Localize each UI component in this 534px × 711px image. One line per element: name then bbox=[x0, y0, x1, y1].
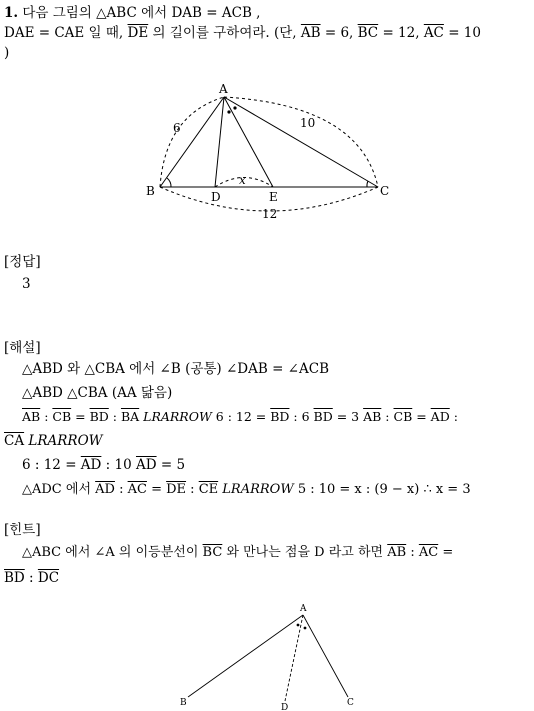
text: = 3 bbox=[332, 409, 364, 424]
segment: $\overline{CB}$ bbox=[52, 409, 72, 424]
segment: $\overline{CA}$ bbox=[4, 433, 25, 449]
text: : bbox=[24, 570, 38, 586]
text: = bbox=[71, 409, 90, 424]
angle-mark-dot bbox=[227, 110, 230, 113]
text: 와 만나는 점을 D 라고 하면 bbox=[222, 545, 388, 560]
segment-ad bbox=[215, 97, 224, 187]
segment: $\overline{BA}$ bbox=[120, 409, 140, 424]
length-de: x bbox=[239, 173, 246, 187]
explanation-line-5 bbox=[22, 456, 185, 474]
hint-heading: [힌트] bbox=[4, 522, 41, 538]
side-ab bbox=[188, 615, 303, 697]
angle-mark-dot bbox=[297, 624, 300, 627]
segment: $\overline{AB}$ bbox=[363, 409, 382, 424]
problem-line-3: ) bbox=[4, 45, 10, 61]
text: 6 : 12 = bbox=[22, 457, 81, 473]
segment: $\overline{BD}$ bbox=[4, 570, 25, 586]
label-b: B bbox=[180, 698, 187, 708]
triangle-figure bbox=[0, 0, 534, 240]
text: : 6 bbox=[289, 409, 314, 424]
angle-c-mark bbox=[367, 181, 368, 187]
text: = bbox=[412, 409, 431, 424]
segment-de: $\overline{DE}$ bbox=[127, 25, 149, 41]
segment: $\overline{AC}$ bbox=[418, 545, 439, 560]
problem-text-2a: DAE = CAE 일 때, bbox=[4, 25, 128, 41]
explanation-line-4 bbox=[4, 432, 103, 450]
answer-heading: [정답] bbox=[4, 254, 41, 270]
angle-b-mark bbox=[167, 178, 171, 187]
label-d: D bbox=[211, 190, 221, 204]
bisector-figure bbox=[0, 595, 534, 711]
label-d: D bbox=[281, 703, 289, 711]
text: : bbox=[114, 482, 128, 497]
segment: $\overline{CB}$ bbox=[393, 409, 413, 424]
arrow-text: LRARROW bbox=[24, 433, 103, 449]
text: = bbox=[146, 482, 167, 497]
text: : bbox=[108, 409, 121, 424]
problem-text-1: 다음 그림의 △ABC 에서 DAB = ACB , bbox=[22, 5, 261, 21]
segment: $\overline{BD}$ bbox=[270, 409, 290, 424]
hint-line-1 bbox=[22, 544, 453, 562]
text: : bbox=[406, 545, 419, 560]
segment: $\overline{AD}$ bbox=[80, 457, 102, 473]
segment-bc: $\overline{BC}$ bbox=[357, 25, 379, 41]
segment: $\overline{BD}$ bbox=[313, 409, 333, 424]
segment: $\overline{AB}$ bbox=[22, 409, 41, 424]
label-c: C bbox=[380, 184, 390, 198]
label-a: A bbox=[219, 82, 228, 96]
segment: $\overline{BC}$ bbox=[202, 545, 223, 560]
problem-text-2b: 의 길이를 구하여라. (단, bbox=[148, 25, 301, 41]
explanation-line-3 bbox=[22, 408, 458, 426]
segment: $\overline{AD}$ bbox=[430, 409, 450, 424]
segment-ac: $\overline{AC}$ bbox=[423, 25, 444, 41]
text: △ABC 에서 ∠A 의 이등분선이 bbox=[22, 545, 203, 560]
bisector-ad bbox=[285, 615, 303, 701]
label-b: B bbox=[146, 184, 155, 198]
explanation-heading: [해설] bbox=[4, 340, 41, 356]
angle-mark-dot bbox=[304, 627, 307, 630]
problem-text-2d: = 12, bbox=[378, 25, 424, 41]
segment: $\overline{AC}$ bbox=[127, 482, 147, 497]
length-ac: 10 bbox=[300, 116, 316, 130]
segment-ab: $\overline{AB}$ bbox=[300, 25, 321, 41]
label-c: C bbox=[347, 698, 354, 708]
segment: $\overline{CE}$ bbox=[198, 482, 219, 497]
segment: $\overline{AD}$ bbox=[95, 482, 115, 497]
text: 6 : 12 = bbox=[215, 409, 271, 424]
arrow-text: LRARROW bbox=[139, 409, 216, 424]
text: : 10 bbox=[101, 457, 136, 473]
text: = 5 bbox=[156, 457, 186, 473]
explanation-line-1: △ABD 와 △CBA 에서 ∠B (공통) ∠DAB = ∠ACB bbox=[22, 361, 329, 377]
text: 5 : 10 = x : (9 − x) ∴ x = 3 bbox=[297, 482, 471, 497]
text: : bbox=[186, 482, 199, 497]
text: : bbox=[381, 409, 394, 424]
label-e: E bbox=[269, 190, 278, 204]
explanation-line-2: △ABD △CBA (AA 닮음) bbox=[22, 385, 173, 401]
text: : bbox=[40, 409, 53, 424]
explanation-line-6 bbox=[22, 481, 471, 499]
side-ab bbox=[160, 97, 224, 187]
segment: $\overline{DC}$ bbox=[37, 570, 60, 586]
segment: $\overline{DE}$ bbox=[166, 482, 187, 497]
segment-ae bbox=[224, 97, 273, 187]
length-ab: 6 bbox=[173, 121, 181, 135]
problem-text-2e: = 10 bbox=[443, 25, 481, 41]
text: : bbox=[449, 409, 458, 424]
text: △ADC 에서 bbox=[22, 482, 96, 497]
label-a: A bbox=[300, 604, 307, 614]
answer-value: 3 bbox=[22, 276, 31, 292]
length-bc: 12 bbox=[262, 207, 278, 221]
angle-mark-dot bbox=[233, 106, 236, 109]
side-ac bbox=[303, 615, 348, 697]
problem-text-2c: = 6, bbox=[320, 25, 358, 41]
segment: $\overline{AD}$ bbox=[135, 457, 157, 473]
text: = bbox=[438, 545, 454, 560]
segment: $\overline{BD}$ bbox=[89, 409, 109, 424]
problem-number: 1. bbox=[4, 5, 19, 21]
hint-line-2 bbox=[4, 569, 59, 587]
segment: $\overline{AB}$ bbox=[387, 545, 407, 560]
arrow-text: LRARROW bbox=[218, 482, 298, 497]
